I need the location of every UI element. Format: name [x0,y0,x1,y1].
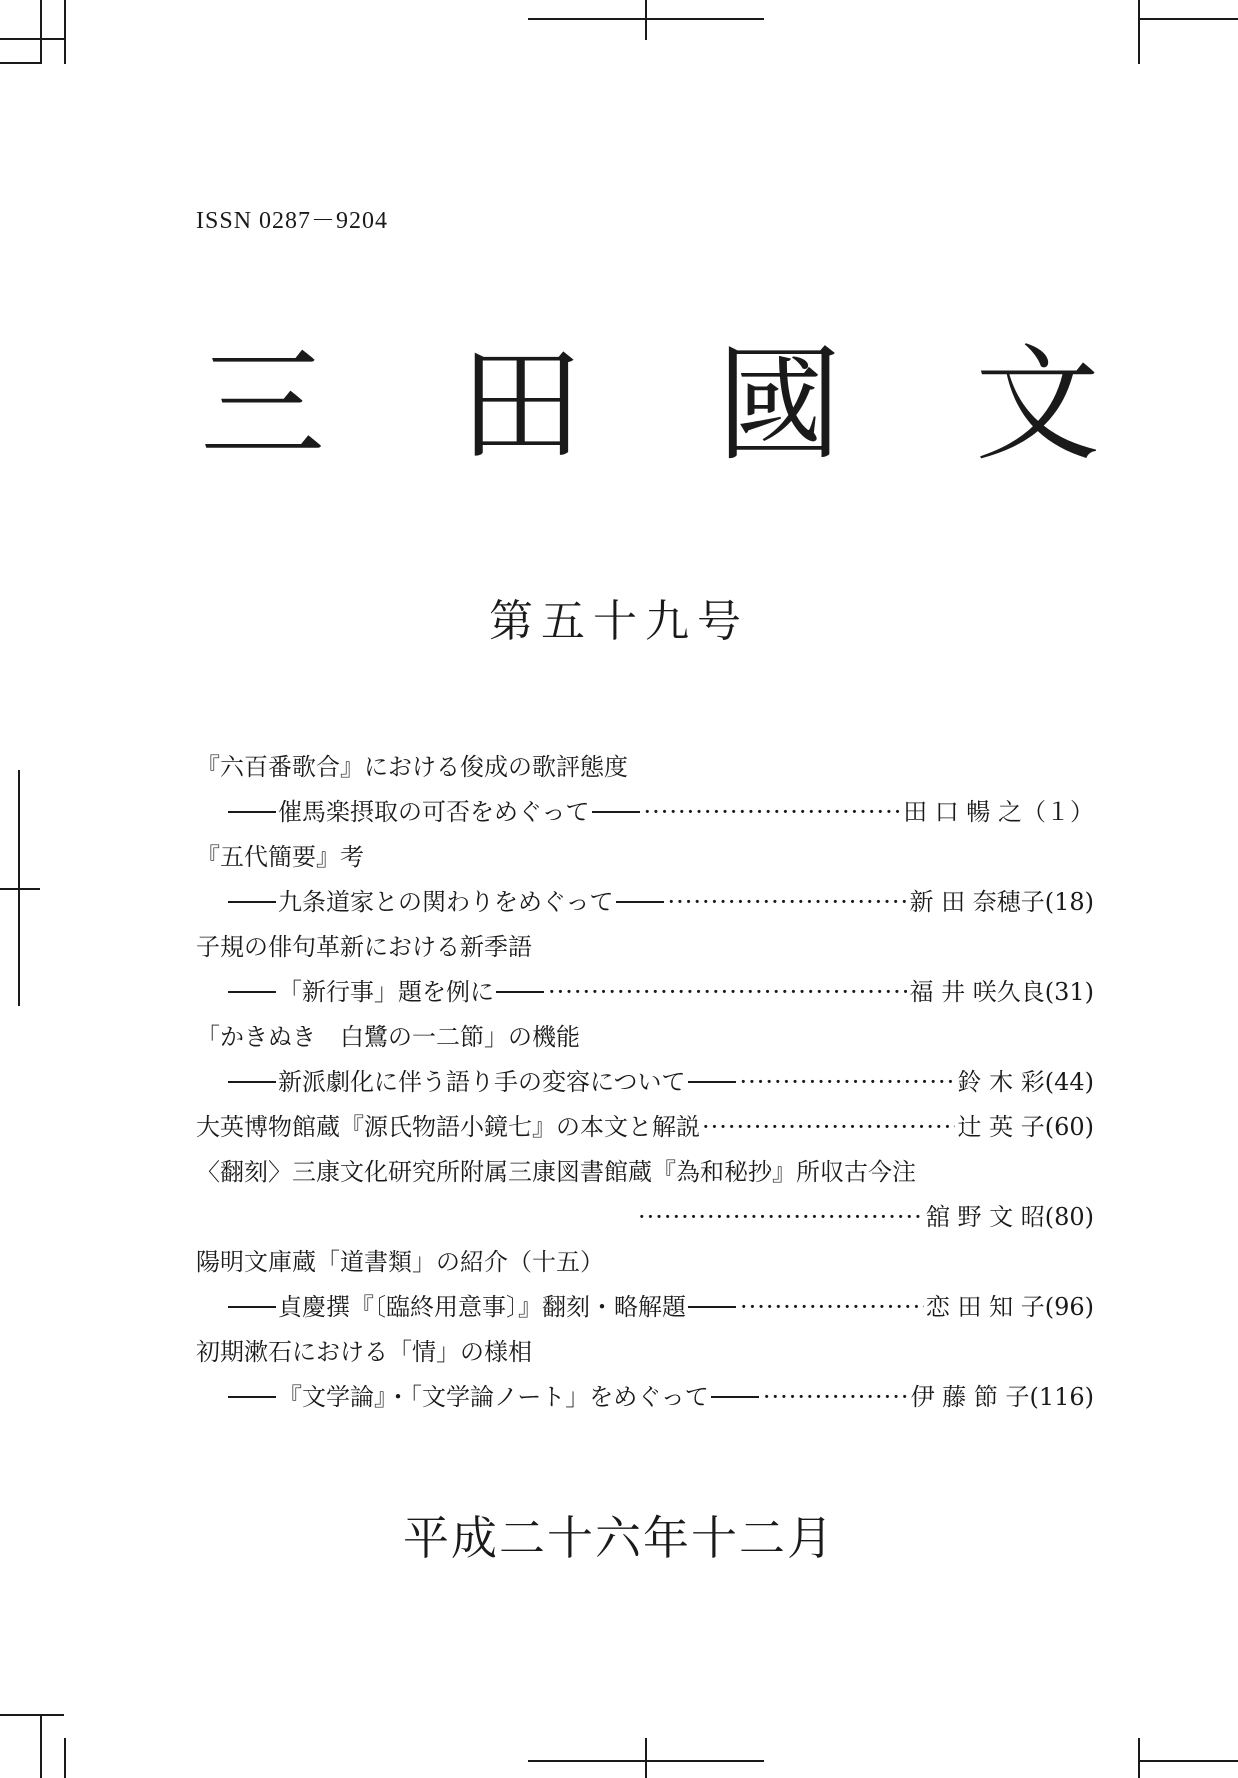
toc-entry-line [196,880,1094,925]
toc-entry-line [196,790,1094,835]
toc-entry-author: 鈴 木 彩 [957,1068,1045,1096]
crop-mark [645,0,647,40]
toc-entry-line [196,1375,1094,1420]
crop-mark [1138,1738,1140,1778]
journal-title [200,330,1100,480]
crop-mark [0,62,40,64]
toc-entry-line [196,1105,1094,1150]
toc-entry-title: 初期漱石における「情」の様相 [196,1338,532,1366]
toc-entry-page: (18) [1044,888,1094,916]
toc-entry-line [196,1195,1094,1240]
toc-entry-page: （１） [1022,798,1094,826]
toc-entry-subtitle: 催馬楽摂取の可否をめぐって [278,798,590,826]
toc-entry-author: 新 田 奈穂子 [909,888,1045,916]
dot-leader [740,1060,956,1105]
toc-entry-subtitle: 『文学論』・「文学論ノート」をめぐって [278,1383,709,1411]
toc-entry-page: (44) [1044,1068,1094,1096]
crop-mark [645,1738,647,1778]
crop-mark [40,1714,42,1778]
dot-leader [702,1105,955,1150]
dot-leader [740,1285,924,1330]
title-char: 國 [716,332,842,478]
dot-leader [644,790,902,835]
toc-entry-line [196,1060,1094,1105]
toc-entry-subtitle: 新派劇化に伴う語り手の変容について [278,1068,686,1096]
toc-entry-title: 「かきぬき 白鷺の一二節」の機能 [196,1023,580,1051]
dot-leader [763,1375,909,1420]
dot-leader [668,880,908,925]
table-of-contents [196,745,1094,1420]
toc-entry-title: 〈翻刻〉三康文化研究所附属三康図書館蔵『為和秘抄』所収古今注 [196,1158,916,1186]
crop-mark [64,1738,66,1778]
toc-entry-author: 伊 藤 節 子 [910,1383,1030,1411]
toc-entry-line [196,1285,1094,1330]
toc-entry-author: 辻 英 子 [957,1113,1045,1141]
toc-entry-author: 福 井 咲久良 [909,978,1045,1006]
toc-entry-page: (31) [1044,978,1094,1006]
crop-mark [40,0,42,64]
toc-entry-page: (60) [1044,1113,1094,1141]
toc-entry-title: 『六百番歌合』における俊成の歌評態度 [196,753,628,781]
issue-number: 第五十九号 [489,596,749,647]
dot-leader [638,1195,924,1240]
crop-mark [0,38,64,40]
toc-entry-title: 『五代簡要』考 [196,843,364,871]
toc-entry-subtitle: 「新行事」題を例に [278,978,494,1006]
publication-date: 平成二十六年十二月 [403,1511,835,1565]
title-char: 三 [200,332,325,478]
crop-mark [1138,1760,1238,1762]
title-char: 文 [974,332,1100,478]
toc-entry-page: (80) [1044,1203,1094,1231]
toc-entry-page: (96) [1044,1293,1094,1321]
crop-mark [0,888,40,890]
toc-entry-page: (116) [1029,1383,1094,1411]
dot-leader [548,970,907,1015]
toc-entry-author: 舘 野 文 昭 [925,1203,1045,1231]
toc-entry-title: 陽明文庫蔵「道書類」の紹介（十五） [196,1248,604,1276]
toc-entry-author: 恋 田 知 子 [925,1293,1045,1321]
crop-mark [1138,0,1140,64]
toc-entry-title: 大英博物館蔵『源氏物語小鏡七』の本文と解説 [196,1113,700,1141]
crop-mark [0,1714,64,1716]
toc-entry-subtitle: 貞慶撰『〔臨終用意事〕』翻刻・略解題 [278,1293,686,1321]
title-char: 田 [458,332,584,478]
crop-mark [64,0,66,64]
crop-mark [1138,18,1238,20]
toc-entry-line [196,970,1094,1015]
issn-number: ISSN 0287－9204 [196,208,389,234]
toc-entry-title: 子規の俳句革新における新季語 [196,933,532,961]
toc-entry-subtitle: 九条道家との関わりをめぐって [278,888,614,916]
toc-entry-author: 田 口 暢 之 [903,798,1022,826]
